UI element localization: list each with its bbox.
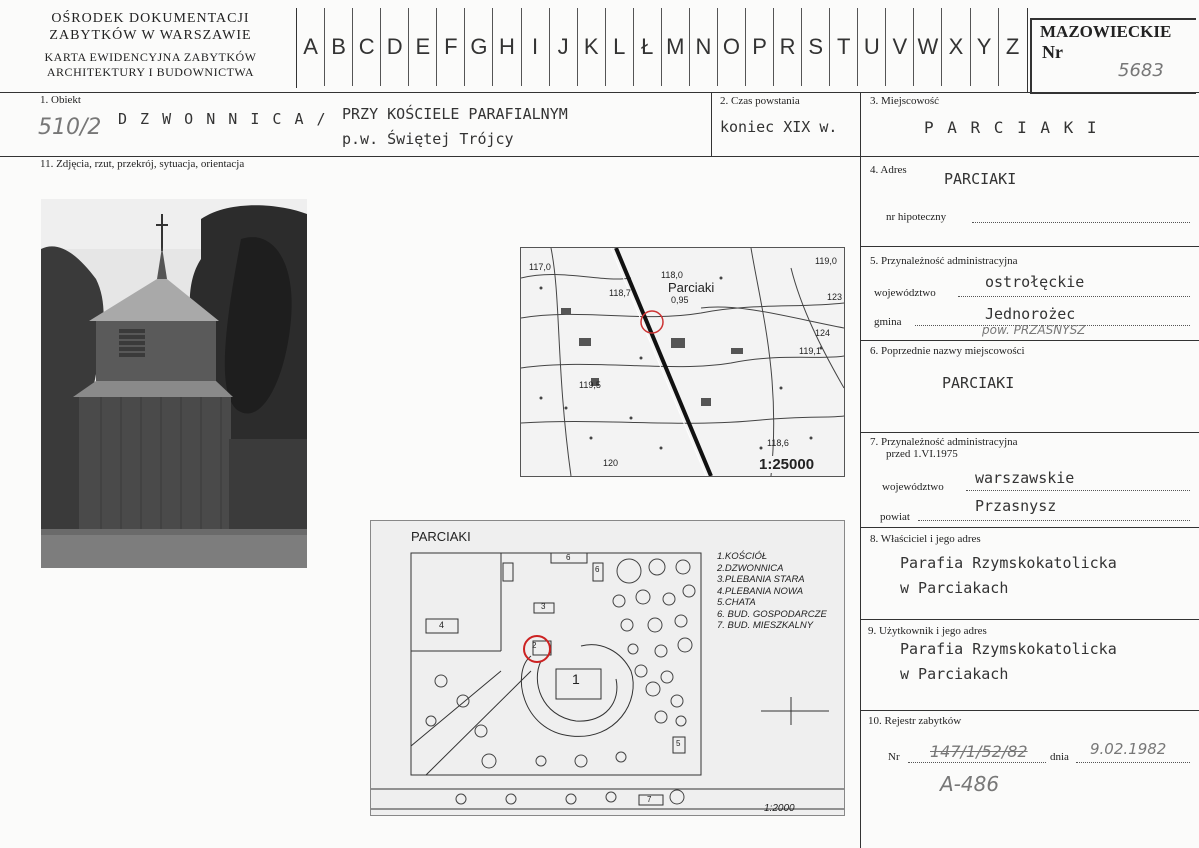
alphabet-letter: J (550, 8, 578, 86)
zdjecia-label: 11. Zdjęcia, rzut, przekrój, sytuacja, orientacja (40, 158, 245, 170)
adres-value: PARCIAKI (944, 170, 1017, 188)
wojewodztwo-label: województwo (874, 287, 936, 299)
uzytkownik-label: 9. Użytkownik i jego adres (868, 625, 987, 637)
legend-item: 4.PLEBANIA NOWA (717, 585, 804, 597)
alphabet-letter: E (409, 8, 437, 86)
alphabet-letter: Y (971, 8, 999, 86)
alphabet-letter: M (662, 8, 690, 86)
obiekt-code: 510/2 (38, 115, 102, 140)
legend-item: 2.DZWONNICA (717, 562, 784, 574)
card-title-line2: ARCHITEKTURY I BUDOWNICTWA (46, 65, 255, 79)
plan-marker: 3 (541, 602, 546, 611)
topo-height: 0,95 (671, 295, 689, 305)
wlasciciel-line2: w Parciakach (900, 579, 1009, 597)
alphabet-letter: V (886, 8, 914, 86)
gmina-note: pow. PRZASNYSZ (982, 323, 1086, 337)
topo-height: 119,5 (579, 380, 601, 390)
site-plan-title: PARCIAKI (411, 529, 471, 544)
alphabet-index (297, 8, 1027, 86)
gmina-label: gmina (874, 316, 902, 328)
belfry-photo (41, 199, 307, 568)
alphabet-letter: H (493, 8, 521, 86)
nr-value: 5683 (1118, 60, 1164, 81)
rejestr-dnia-label: dnia (1050, 751, 1069, 763)
region-name: MAZOWIECKIE (1040, 22, 1172, 41)
przyn75-label2: przed 1.VI.1975 (886, 448, 958, 460)
czas-value: koniec XIX w. (720, 118, 838, 136)
alphabet-letter: D (381, 8, 409, 86)
institution-line2: ZABYTKÓW W WARSZAWIE (49, 28, 252, 43)
topo-height: 124 (815, 328, 831, 338)
rejestr-label: 10. Rejestr zabytków (868, 715, 962, 727)
alphabet-letter: Ł (634, 8, 662, 86)
legend-item: 3.PLEBANIA STARA (717, 574, 805, 585)
wojewodztwo-value: ostrołęckie (985, 273, 1085, 291)
topo-height: 118,6 (767, 438, 789, 448)
plan-marker: 6 (566, 553, 571, 562)
woj75-value: warszawskie (975, 469, 1075, 487)
rejestr-extra: A-486 (940, 772, 1000, 796)
topo-height: 118,0 (661, 270, 683, 280)
alphabet-letter: Z (1005, 34, 1020, 59)
rejestr-dnia-value: 9.02.1982 (1090, 740, 1167, 758)
uzytkownik-line2: w Parciakach (900, 665, 1009, 683)
czas-label: 2. Czas powstania (720, 95, 800, 107)
topo-height: 118,7 (609, 288, 631, 298)
powiat-value: Przasnysz (975, 497, 1057, 515)
plan-marker: 5 (676, 739, 681, 748)
topo-place-name: Parciaki (668, 280, 715, 295)
topo-height: 119,0 (815, 256, 837, 266)
alphabet-letter: W (914, 8, 942, 86)
institution-line1: OŚRODEK DOKUMENTACJI (51, 11, 250, 26)
alphabet-letter: L (606, 8, 634, 86)
site-plan (370, 520, 845, 816)
przyn-label: 5. Przynależność administracyjna (870, 255, 1018, 267)
legend-item: 5.CHATA (717, 597, 756, 608)
rejestr-nr-value: 147/1/52/82 (930, 742, 1028, 761)
topo-height: 123 (827, 292, 843, 302)
alphabet-letter: C (353, 8, 381, 86)
poprzednie-label: 6. Poprzednie nazwy miejscowości (870, 345, 1025, 357)
site-plan-legend (717, 551, 827, 632)
alphabet-letter: B (325, 8, 353, 86)
institution-name (8, 10, 293, 44)
uzytkownik-line1: Parafia Rzymskokatolicka (900, 640, 1117, 658)
alphabet-letter: X (942, 8, 970, 86)
gmina-value: Jednorożec (985, 305, 1076, 323)
alphabet-letter: F (437, 8, 465, 86)
alphabet-letter: K (578, 8, 606, 86)
alphabet-letter: T (830, 8, 858, 86)
topo-height: 120 (603, 458, 619, 468)
alphabet-letter: R (774, 8, 802, 86)
plan-marker: 1 (572, 671, 580, 687)
alphabet-letter: N (690, 8, 718, 86)
nr-label: Nr (1042, 42, 1063, 62)
rejestr-nr-label: Nr (888, 751, 900, 763)
card-title-line1: KARTA EWIDENCYJNA ZABYTKÓW (44, 50, 257, 64)
powiat-label: powiat (880, 511, 910, 523)
alphabet-letter: P (746, 8, 774, 86)
przyn75-label1: 7. Przynależność administracyjna (870, 436, 1018, 448)
site-plan-scale: 1:2000 (764, 803, 795, 814)
legend-item: 1.KOŚCIÓŁ (717, 551, 768, 562)
alphabet-letter: A (297, 8, 325, 86)
alphabet-letter: G (465, 8, 493, 86)
topo-scale: 1:25000 (759, 456, 815, 473)
adres-label: 4. Adres (870, 164, 907, 176)
legend-item: 6. BUD. GOSPODARCZE (717, 608, 827, 620)
obiekt-line1: PRZY KOŚCIELE PARAFIALNYM (342, 105, 568, 123)
wlasciciel-label: 8. Właściciel i jego adres (870, 533, 981, 545)
alphabet-letter: I (522, 8, 550, 86)
plan-marker: 4 (439, 620, 445, 630)
plan-marker: 7 (647, 795, 652, 804)
alphabet-letter: S (802, 8, 830, 86)
topographic-map (520, 247, 845, 477)
wlasciciel-line1: Parafia Rzymskokatolicka (900, 554, 1117, 572)
obiekt-name: D Z W O N N I C A / (118, 110, 328, 128)
poprzednie-value: PARCIAKI (942, 374, 1015, 392)
legend-item: 7. BUD. MIESZKALNY (717, 620, 814, 631)
plan-marker: 2 (532, 641, 537, 650)
alphabet-letter: O (718, 8, 746, 86)
plan-marker: 6 (595, 565, 600, 574)
miejscowosc-value: P A R C I A K I (924, 118, 1099, 137)
woj75-label: województwo (882, 481, 944, 493)
alphabet-letter: U (858, 8, 886, 86)
hipoteczny-label: nr hipoteczny (886, 211, 947, 223)
miejscowosc-label: 3. Miejscowość (870, 95, 940, 107)
topo-height: 119,1 (799, 346, 821, 356)
obiekt-label: 1. Obiekt (40, 94, 81, 106)
topo-height: 117,0 (529, 262, 551, 272)
obiekt-line2: p.w. Świętej Trójcy (342, 130, 514, 148)
card-title (8, 50, 293, 80)
